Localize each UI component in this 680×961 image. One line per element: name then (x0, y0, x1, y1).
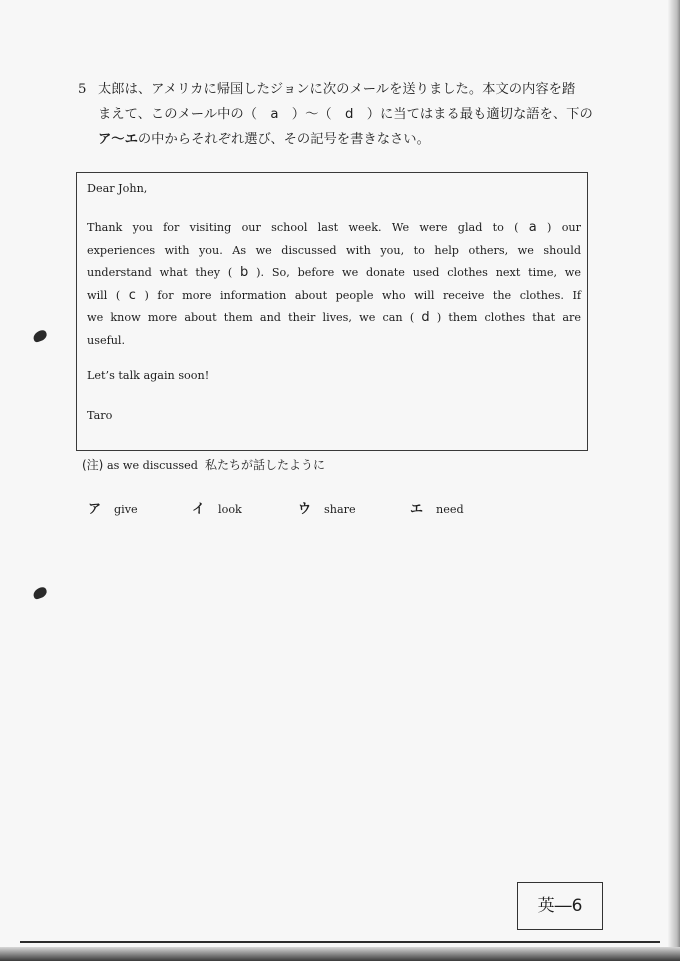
choice-word: need (436, 503, 464, 516)
note-marker: (注) (82, 458, 104, 472)
punch-hole-mark (32, 586, 49, 600)
email-line: experiences with you. As we discussed with you, to help others, we should (87, 243, 581, 257)
question-line-2: まえて、このメール中の（ a ）～（ d ）に当てはまる最も適切な語を、下の (98, 107, 593, 122)
choice-a (88, 500, 138, 520)
email-line: will ( c ) for more information about people who will receive the clothes. If (87, 287, 582, 303)
choice-key: エ (410, 502, 424, 517)
email-body (87, 217, 581, 352)
page-number-box: 英―6 (517, 882, 603, 930)
email-line: Thank you for visiting our school last week. We were glad to ( a ) our (87, 220, 581, 235)
email-closing: Let’s talk again soon! (87, 369, 210, 382)
question-line-3: ア～エの中からそれぞれ選び、その記号を書きなさい。 (98, 132, 430, 147)
note-phrase: as we discussed (106, 459, 198, 472)
page-bottom-line (20, 941, 660, 943)
email-signature: Taro (87, 409, 113, 422)
page-bottom-edge (0, 947, 680, 961)
email-line: understand what they ( b ). So, before we donate used clothes next time, we (87, 265, 582, 280)
email-line: we know more about them and their lives, we can ( d ) them clothes that are (87, 310, 581, 325)
blank-c: c (128, 287, 136, 303)
question-number: 5 (78, 82, 87, 97)
choice-u (298, 500, 356, 520)
question-instructions (78, 77, 598, 152)
choice-key: イ (192, 502, 206, 517)
email-box (76, 172, 588, 451)
email-line: useful. (87, 333, 126, 347)
choice-i (192, 500, 242, 520)
choice-key: ウ (298, 502, 312, 517)
choice-e (410, 500, 464, 520)
email-content (87, 179, 581, 426)
choice-word: share (324, 503, 356, 516)
choice-word: give (114, 503, 138, 516)
note-translation: 私たちが話したように (205, 458, 326, 472)
vocabulary-note (82, 455, 325, 476)
choice-word: look (218, 503, 242, 516)
answer-choices (88, 500, 488, 520)
blank-a: a (528, 220, 537, 235)
blank-d: d (421, 310, 430, 325)
page-edge-shadow (668, 0, 680, 961)
choice-key: ア (88, 502, 102, 517)
punch-hole-mark (32, 329, 49, 343)
choice-range-label: ア～エ (98, 132, 138, 147)
blank-b: b (240, 265, 249, 280)
email-greeting: Dear John, (87, 182, 148, 195)
question-line-1: 5 太郎は、アメリカに帰国したジョンに次のメールを送りました。本文の内容を踏 (78, 77, 598, 102)
